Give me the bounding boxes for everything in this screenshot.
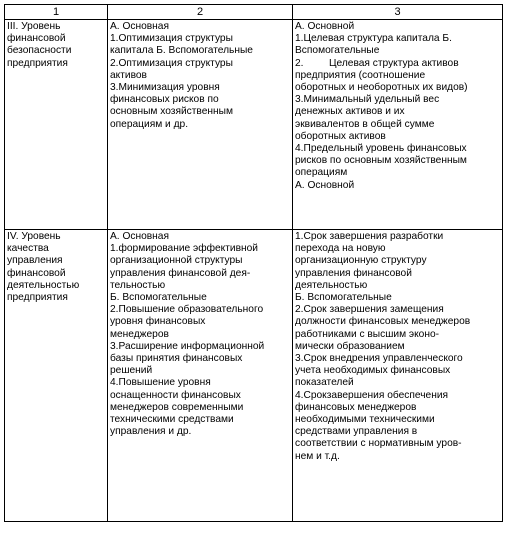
cell-line: оборотных активов	[295, 130, 386, 142]
row-label-line: предприятия	[7, 292, 68, 304]
row-label-line: IV. Уровень	[7, 231, 61, 242]
cell-line: техническими средствами	[110, 414, 234, 426]
cell-line: 4.Повышение уровня	[110, 377, 211, 389]
cell-line: А. Основная	[110, 231, 169, 242]
cell-line: предприятия (соотношение	[295, 69, 426, 81]
objectives-cell	[108, 230, 293, 522]
cell-line: 4.Срокзавершения обеспечения	[295, 389, 449, 401]
row-label-line: III. Уровень	[7, 21, 61, 32]
cell-line: эквивалентов в общей сумме	[295, 118, 435, 130]
table-row	[5, 20, 503, 230]
column-number-1: 1	[5, 5, 108, 20]
cell-line: А. Основная	[110, 21, 169, 32]
cell-line: 2.Повышение образовательного	[110, 304, 264, 316]
row-label-cell	[5, 20, 108, 230]
cell-line: уровня финансовых	[110, 316, 206, 328]
row-label-line: финансовой	[7, 267, 66, 279]
cell-line: нем и т.д.	[295, 450, 340, 462]
cell-line: 1.Целевая структура капитала Б.	[295, 33, 452, 45]
cell-line: перехода на новую	[295, 243, 386, 255]
row-label-line: безопасности	[7, 45, 72, 57]
cell-line: финансовых менеджеров	[295, 401, 417, 413]
cell-line: А. Основной	[295, 179, 355, 191]
cell-line: оборотных и необоротных их видов)	[295, 82, 468, 94]
cell-line: операциям	[295, 167, 348, 179]
normatives-cell	[293, 20, 503, 230]
cell-line: организационную структуру	[295, 255, 427, 267]
cell-line: решений	[110, 365, 153, 377]
cell-line: оснащенности финансовых	[110, 389, 241, 401]
cell-line: управления финансовой дея-	[110, 267, 251, 279]
row-label-line: предприятия	[7, 57, 68, 69]
row-label-line: управления	[7, 255, 63, 267]
normatives-cell	[293, 230, 503, 522]
row-label-line: финансовой	[7, 33, 66, 45]
cell-line: операциям и др.	[110, 118, 189, 130]
cell-line: активов	[110, 69, 147, 81]
cell-line: необходимыми техническими	[295, 414, 435, 426]
cell-line: должности финансовых менеджеров	[295, 316, 471, 328]
cell-line: финансовых рисков по	[110, 94, 219, 106]
cell-line: 3.Срок внедрения управленческого	[295, 353, 463, 365]
cell-line: Вспомогательные	[295, 45, 380, 57]
cell-line: 3.Расширение информационной	[110, 340, 265, 352]
cell-line: работниками с высшим эконо-	[295, 328, 440, 340]
cell-line: 4.Предельный уровень финансовых	[295, 143, 467, 155]
cell-line: соответствии с нормативным уров-	[295, 438, 462, 450]
cell-line: 1.формирование эффективной	[110, 243, 258, 255]
cell-line: 3.Минимальный удельный вес	[295, 94, 440, 106]
cell-line: менеджеров	[110, 328, 169, 340]
cell-line: тельностью	[110, 279, 166, 291]
cell-line: рисков по основным хозяйственным	[295, 155, 467, 167]
header-row	[5, 5, 503, 20]
cell-line: Б. Вспомогательные	[295, 292, 392, 304]
row-label-line: качества	[7, 243, 49, 255]
column-number-2: 2	[108, 5, 293, 20]
cell-line: показателей	[295, 377, 354, 389]
cell-line: А. Основной	[295, 21, 355, 32]
row-label-cell	[5, 230, 108, 522]
cell-line: мически образованием	[295, 340, 405, 352]
row-label-line: деятельностью	[7, 279, 80, 291]
cell-line: 1.Срок завершения разработки	[295, 231, 444, 242]
cell-line: основным хозяйственным	[110, 106, 233, 118]
cell-line: управления финансовой	[295, 267, 412, 279]
cell-line: 2.Срок завершения замещения	[295, 304, 444, 316]
cell-line: капитала Б. Вспомогательные	[110, 45, 253, 57]
cell-line: 2.Оптимизация структуры	[110, 57, 233, 69]
cell-line: 3.Минимизация уровня	[110, 82, 220, 94]
cell-line: 2. Целевая структура активов	[295, 57, 459, 69]
column-number-3: 3	[293, 5, 503, 20]
cell-line: управления и др.	[110, 426, 192, 438]
cell-line: базы принятия финансовых	[110, 353, 243, 365]
objectives-cell	[108, 20, 293, 230]
cell-line: Б. Вспомогательные	[110, 292, 207, 304]
strategy-table	[4, 4, 503, 522]
cell-line: деятельностью	[295, 279, 368, 291]
cell-line: менеджеров современными	[110, 401, 244, 413]
cell-line: средствами управления в	[295, 426, 418, 438]
table-row	[5, 230, 503, 522]
cell-line: организационной структуры	[110, 255, 243, 267]
cell-line: 1.Оптимизация структуры	[110, 33, 233, 45]
cell-line: денежных активов и их	[295, 106, 405, 118]
cell-line: учета необходимых финансовых	[295, 365, 451, 377]
